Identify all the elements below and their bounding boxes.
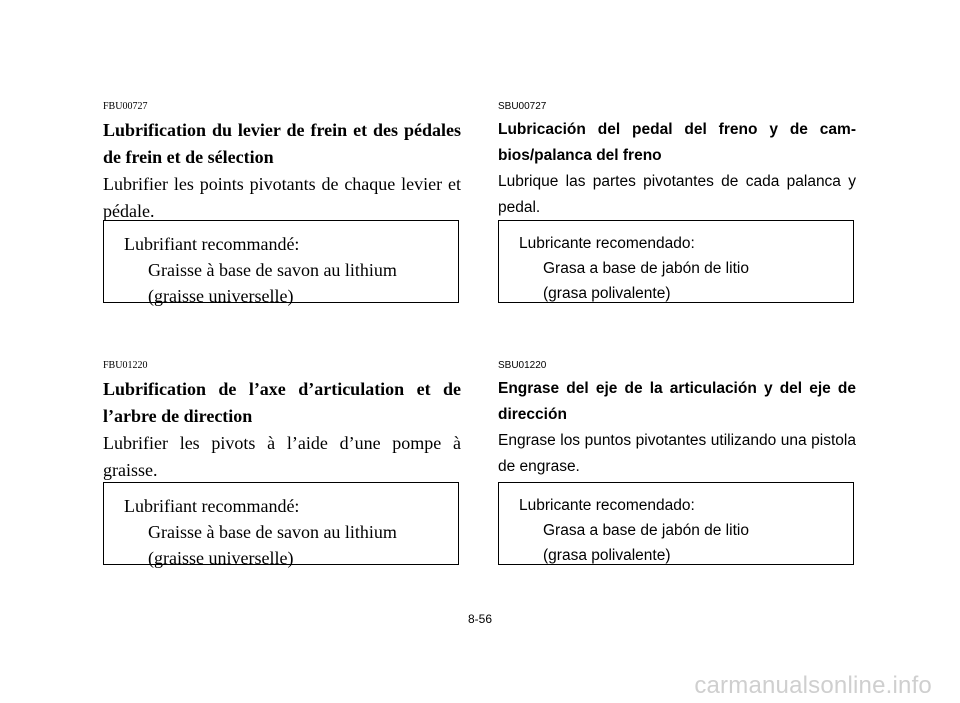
section-body: Lubrique las partes pivotantes de cada palanca y pedal.: [498, 173, 856, 216]
section-body: Lubrifier les points pivotants de chaque levier et pédale.: [103, 174, 461, 221]
french-section-brake-lever: [103, 101, 461, 225]
lubricant-note: (grasa polivalente): [543, 285, 671, 302]
section-heading: Engrase del eje de la articulación y del eje de dirección: [498, 380, 856, 423]
section-code: SBU01220: [498, 360, 547, 371]
spanish-lubricant-box-2: [498, 482, 854, 565]
french-section-pivot-shaft: [103, 360, 461, 484]
spanish-lubricant-box-1: [498, 220, 854, 303]
lubricant-type: Graisse à base de savon au lithium: [148, 260, 397, 280]
section-body: Engrase los puntos pivotantes utilizando una pistola de engrase.: [498, 432, 856, 475]
section-code: SBU00727: [498, 101, 547, 112]
french-lubricant-box-2: [103, 482, 459, 568]
lubricant-type: Grasa a base de jabón de litio: [543, 260, 749, 277]
section-body: Lubrifier les pivots à l’aide d’une pompe à graisse.: [103, 433, 461, 480]
lubricant-label: Lubrifiant recommandé:: [124, 234, 300, 254]
lubricant-type: Grasa a base de jabón de litio: [543, 522, 749, 539]
section-heading: Lubrification de l’axe d’articulation et de l’arbre de direction: [103, 379, 461, 426]
lubricant-label: Lubrifiant recommandé:: [124, 496, 300, 516]
section-heading: Lubricación del pedal del freno y de cam-bios/palanca del freno: [498, 121, 856, 164]
lubricant-note: (grasa polivalente): [543, 547, 671, 564]
lubricant-note: (graisse universelle): [148, 286, 294, 306]
watermark: carmanualsonline.info: [694, 672, 932, 699]
section-heading: Lubrification du levier de frein et des pédales de frein et de sélection: [103, 120, 461, 167]
lubricant-note: (graisse universelle): [148, 548, 294, 568]
section-code: FBU00727: [103, 101, 148, 112]
section-code: FBU01220: [103, 360, 148, 371]
page-number: 8-56: [467, 612, 493, 626]
lubricant-label: Lubricante recomendado:: [519, 235, 695, 252]
lubricant-type: Graisse à base de savon au lithium: [148, 522, 397, 542]
french-lubricant-box-1: [103, 220, 459, 306]
spanish-section-brake-pedal: [498, 101, 856, 221]
lubricant-label: Lubricante recomendado:: [519, 497, 695, 514]
spanish-section-pivot-shaft: [498, 360, 856, 480]
